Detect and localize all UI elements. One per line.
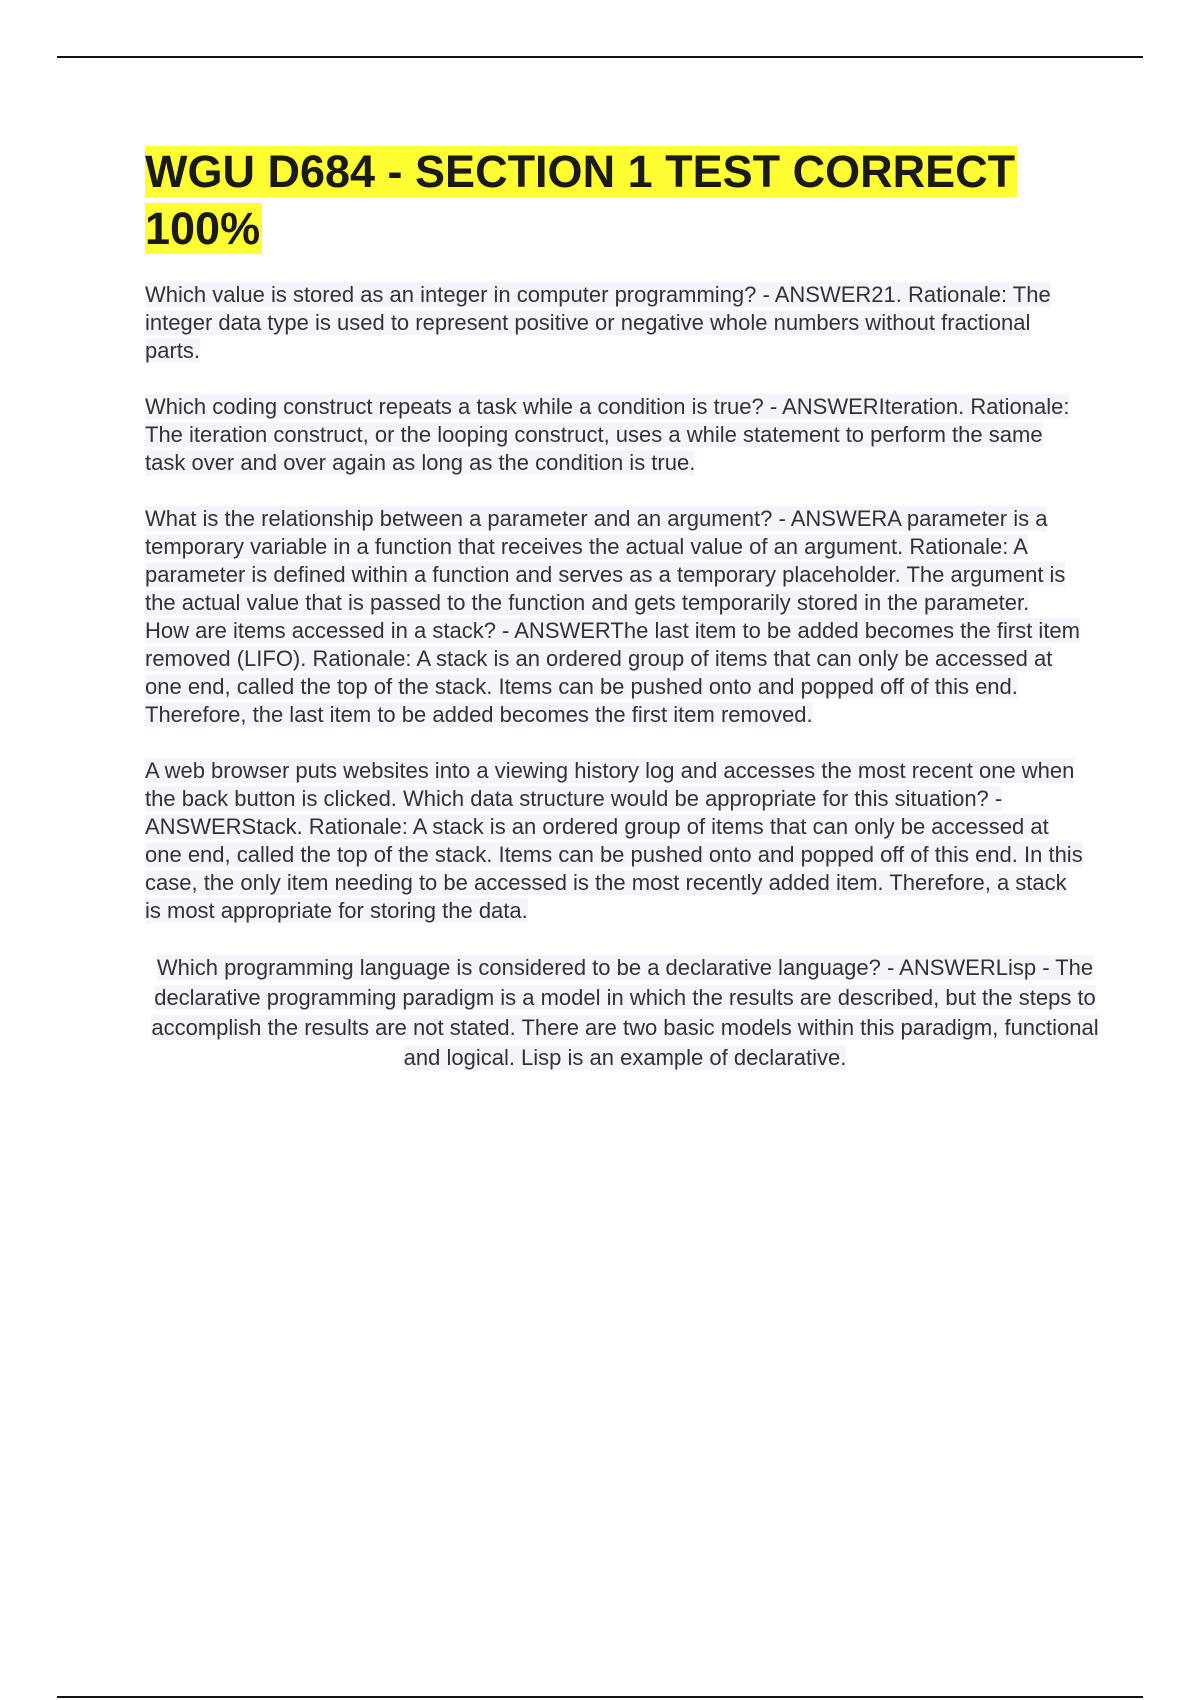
qa-paragraph-2 xyxy=(145,393,1085,477)
document-body xyxy=(145,143,1099,1101)
qa-paragraph-1 xyxy=(145,281,1085,365)
top-rule xyxy=(57,56,1143,58)
qa-paragraph-5 xyxy=(145,757,1085,925)
qa-text-1: Which value is stored as an integer in computer programming? - ANSWER21. Rationale: The integer data type is used to represent positive or negative whole numbers without fractional parts. xyxy=(145,282,1051,363)
qa-paragraph-6 xyxy=(145,953,1105,1073)
document-title xyxy=(145,143,1085,257)
qa-paragraph-3 xyxy=(145,505,1085,617)
qa-paragraph-4 xyxy=(145,617,1085,729)
title-highlight: WGU D684 - SECTION 1 TEST CORRECT 100% xyxy=(145,146,1016,254)
qa-text-5: A web browser puts websites into a viewing history log and accesses the most recent one when the back button is clicked. Which data structure would be appropriate for this situation? - ANSWERStack. Rationale: A stack is an ordered group of items that can only be accessed at one end, called the top of the stack. Items can be pushed onto and popped off of this end. In this case, the only item needing to be accessed is the most recently added item. Therefore, a stack is most appropriate for storing the data. xyxy=(145,758,1083,923)
qa-text-2: Which coding construct repeats a task while a condition is true? - ANSWERIteration. Rationale: The iteration construct, or the looping construct, uses a while statement to perform the same task over and over again as long as the condition is true. xyxy=(145,394,1070,475)
qa-text-3: What is the relationship between a parameter and an argument? - ANSWERA parameter is a temporary variable in a function that receives the actual value of an argument. Rationale: A parameter is defined within a function and serves as a temporary placeholder. The argument is the actual value that is passed to the function and gets temporarily stored in the parameter. xyxy=(145,506,1066,615)
qa-text-6: Which programming language is considered to be a declarative language? - ANSWERLisp - The declarative programming paradigm is a model in which the results are described, but the steps to accomplish the results are not stated. There are two basic models within this paradigm, functional and logical. Lisp is an example of declarative. xyxy=(151,955,1099,1070)
qa-text-4: How are items accessed in a stack? - ANSWERThe last item to be added becomes the first item removed (LIFO). Rationale: A stack is an ordered group of items that can only be accessed at one end, called the top of the stack. Items can be pushed onto and popped off of this end. Therefore, the last item to be added becomes the first item removed. xyxy=(145,618,1080,727)
bottom-rule xyxy=(57,1696,1143,1698)
